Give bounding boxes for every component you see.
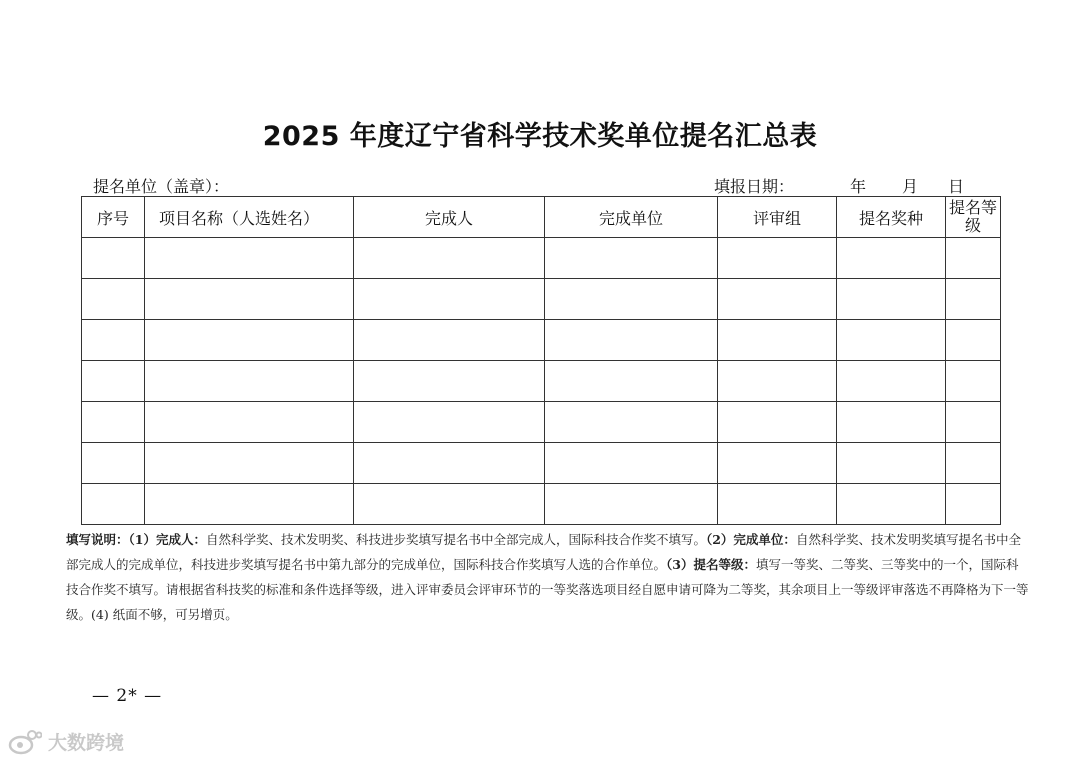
- table-cell: [837, 402, 946, 443]
- note-4-text: (4) 纸面不够，可另增页。: [91, 607, 238, 622]
- table-cell: [145, 320, 354, 361]
- table-cell: [545, 320, 718, 361]
- table-cell: [718, 484, 837, 525]
- table-cell: [145, 402, 354, 443]
- table-cell: [718, 443, 837, 484]
- table-row: [82, 484, 1001, 525]
- table-row: [82, 320, 1001, 361]
- table-cell: [837, 320, 946, 361]
- table-cell: [354, 443, 545, 484]
- table-cell: [837, 279, 946, 320]
- note-1-text: 自然科学奖、技术发明奖、科技进步奖填写提名书中全部完成人，国际科技合作奖不填写。: [205, 532, 706, 547]
- table-cell: [545, 484, 718, 525]
- watermark: [8, 728, 124, 755]
- table-cell: [82, 238, 145, 279]
- notes-intro: 填写说明：: [66, 532, 129, 547]
- fill-date-day: 日: [948, 177, 965, 196]
- table-cell: [946, 484, 1001, 525]
- table-cell: [354, 238, 545, 279]
- fill-date-year: 年: [850, 177, 867, 196]
- table-cell: [718, 238, 837, 279]
- table-cell: [545, 443, 718, 484]
- table-row: [82, 279, 1001, 320]
- table-cell: [837, 443, 946, 484]
- table-cell: [718, 361, 837, 402]
- page-number: — 2* —: [92, 686, 163, 706]
- table-cell: [145, 279, 354, 320]
- table-cell: [718, 320, 837, 361]
- fill-date-label: 填报日期：: [714, 177, 795, 196]
- weibo-style-logo-icon: [8, 729, 42, 755]
- table-cell: [837, 484, 946, 525]
- header-nomination-level: 提名等级: [946, 197, 1001, 238]
- header-project-name: 项目名称（人选姓名）: [145, 197, 354, 238]
- table-cell: [145, 361, 354, 402]
- table-cell: [837, 361, 946, 402]
- table-cell: [82, 484, 145, 525]
- table-cell: [145, 484, 354, 525]
- table-cell: [354, 279, 545, 320]
- table-cell: [82, 402, 145, 443]
- table-cell: [82, 361, 145, 402]
- table-cell: [82, 443, 145, 484]
- table-cell: [545, 402, 718, 443]
- table-cell: [145, 238, 354, 279]
- table-cell: [946, 361, 1001, 402]
- table-cell: [354, 320, 545, 361]
- filling-instructions: [66, 527, 1030, 627]
- table-cell: [82, 320, 145, 361]
- note-3-text: 填写一等奖、二等奖、三等奖中的一个，国际科技合作奖不填写。请根据省科技奖的标准和条件选择等级，进入评审委员会评审环节的一等奖落选项目经自愿申请可降为二等奖，其余项目上一等级评审落选不再降格为下一等级。: [66, 557, 1029, 622]
- table-cell: [718, 402, 837, 443]
- table-row: [82, 402, 1001, 443]
- table-cell: [946, 402, 1001, 443]
- table-cell: [946, 320, 1001, 361]
- table-cell: [354, 484, 545, 525]
- table-cell: [354, 402, 545, 443]
- table-row: [82, 443, 1001, 484]
- fill-date: [714, 174, 984, 197]
- table-cell: [82, 279, 145, 320]
- table-row: [82, 238, 1001, 279]
- header-completing-unit: 完成单位: [545, 197, 718, 238]
- table-cell: [946, 443, 1001, 484]
- table-cell: [837, 238, 946, 279]
- table-row: [82, 361, 1001, 402]
- nomination-summary-table: [81, 196, 1001, 525]
- table-cell: [946, 238, 1001, 279]
- note-2-label: （2）完成单位：: [705, 532, 796, 547]
- table-cell: [545, 279, 718, 320]
- fill-date-month: 月: [902, 177, 919, 196]
- table-cell: [545, 361, 718, 402]
- document-title: 2025 年度辽宁省科学技术奖单位提名汇总表: [262, 121, 818, 152]
- table-header-row: [82, 197, 1001, 238]
- note-1-label: （1）完成人：: [128, 532, 206, 547]
- table-cell: [545, 238, 718, 279]
- table-cell: [946, 279, 1001, 320]
- table-cell: [145, 443, 354, 484]
- header-review-group: 评审组: [718, 197, 837, 238]
- note-3-label: （3）提名等级：: [666, 557, 756, 572]
- watermark-text: 大数跨境: [48, 732, 125, 754]
- table-cell: [354, 361, 545, 402]
- table-cell: [718, 279, 837, 320]
- header-completers: 完成人: [354, 197, 545, 238]
- header-award-type: 提名奖种: [837, 197, 946, 238]
- nominator-label: 提名单位（盖章）：: [93, 177, 230, 196]
- note-2-text: 自然科学奖、技术发明奖填写提名书中全部完成人的完成单位，科技进步奖填写提名书中第九部分的完成单位，国际科技合作奖填写人选的合作单位。: [66, 532, 1021, 572]
- header-serial: 序号: [82, 197, 145, 238]
